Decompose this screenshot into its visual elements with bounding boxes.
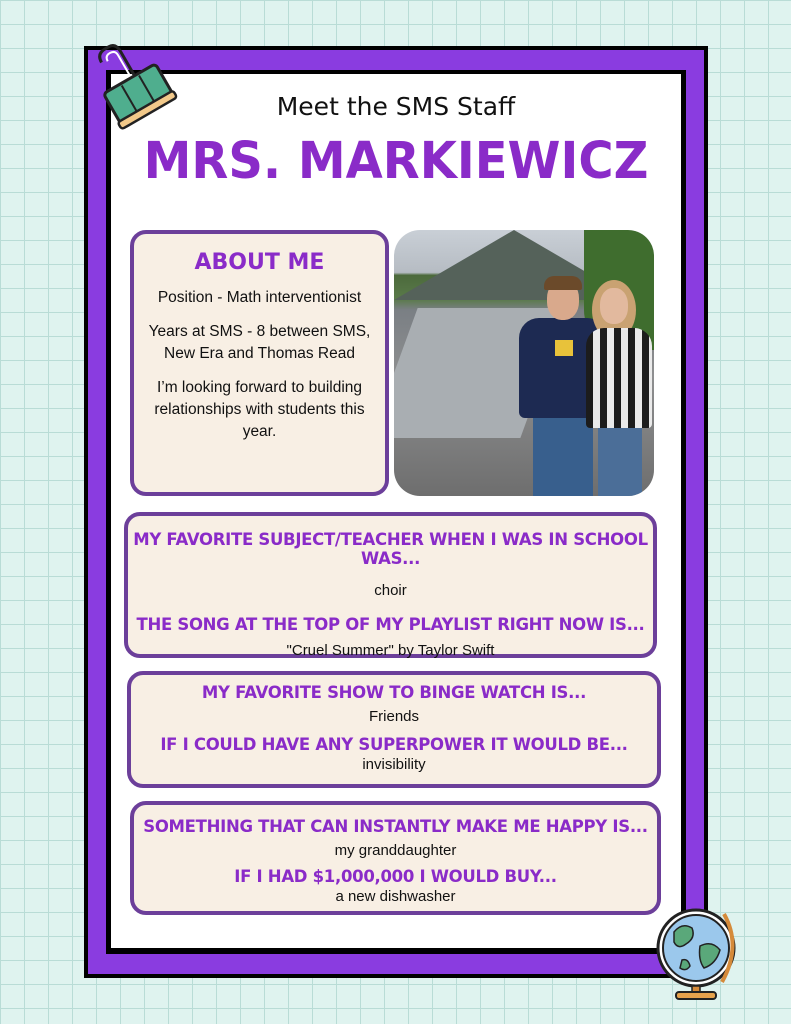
favorites-card-1 <box>124 512 657 658</box>
page-subtitle: Meet the SMS Staff <box>276 92 516 121</box>
globe-icon <box>652 906 742 1001</box>
about-me-card <box>130 230 389 496</box>
answer-top-song: "Cruel Summer" by Taylor Swift <box>286 642 495 659</box>
answer-superpower: invisibility <box>362 756 426 773</box>
question-superpower: IF I COULD HAVE ANY SUPERPOWER IT WOULD BE... <box>160 735 628 754</box>
answer-instantly-happy: my granddaughter <box>334 842 457 859</box>
about-me-heading: ABOUT ME <box>194 250 325 275</box>
question-million-dollars: IF I HAD $1,000,000 I WOULD BUY... <box>234 867 557 886</box>
favorites-card-3 <box>130 801 661 915</box>
favorites-card-2 <box>127 671 661 788</box>
answer-binge-show: Friends <box>368 708 420 725</box>
staff-photo <box>394 230 654 496</box>
answer-million-dollars: a new dishwasher <box>335 888 456 905</box>
question-instantly-happy: SOMETHING THAT CAN INSTANTLY MAKE ME HAPPY IS... <box>143 817 648 836</box>
about-years: Years at SMS - 8 between SMS, New Era and Thomas Read <box>148 323 371 362</box>
binder-clip-icon <box>88 42 178 132</box>
photo-person-woman <box>592 280 654 496</box>
question-top-song: THE SONG AT THE TOP OF MY PLAYLIST RIGHT NOW IS... <box>136 615 645 634</box>
question-binge-show: MY FAVORITE SHOW TO BINGE WATCH IS... <box>201 683 587 702</box>
about-position: Position - Math interventionist <box>157 289 362 306</box>
answer-favorite-subject: choir <box>374 582 407 599</box>
page-title: MRS. MARKIEWICZ <box>143 131 649 191</box>
question-favorite-subject: MY FAVORITE SUBJECT/TEACHER WHEN I WAS IN SCHOOL WAS... <box>133 530 648 568</box>
about-looking-forward: I’m looking forward to building relationships with students this year. <box>154 379 365 440</box>
